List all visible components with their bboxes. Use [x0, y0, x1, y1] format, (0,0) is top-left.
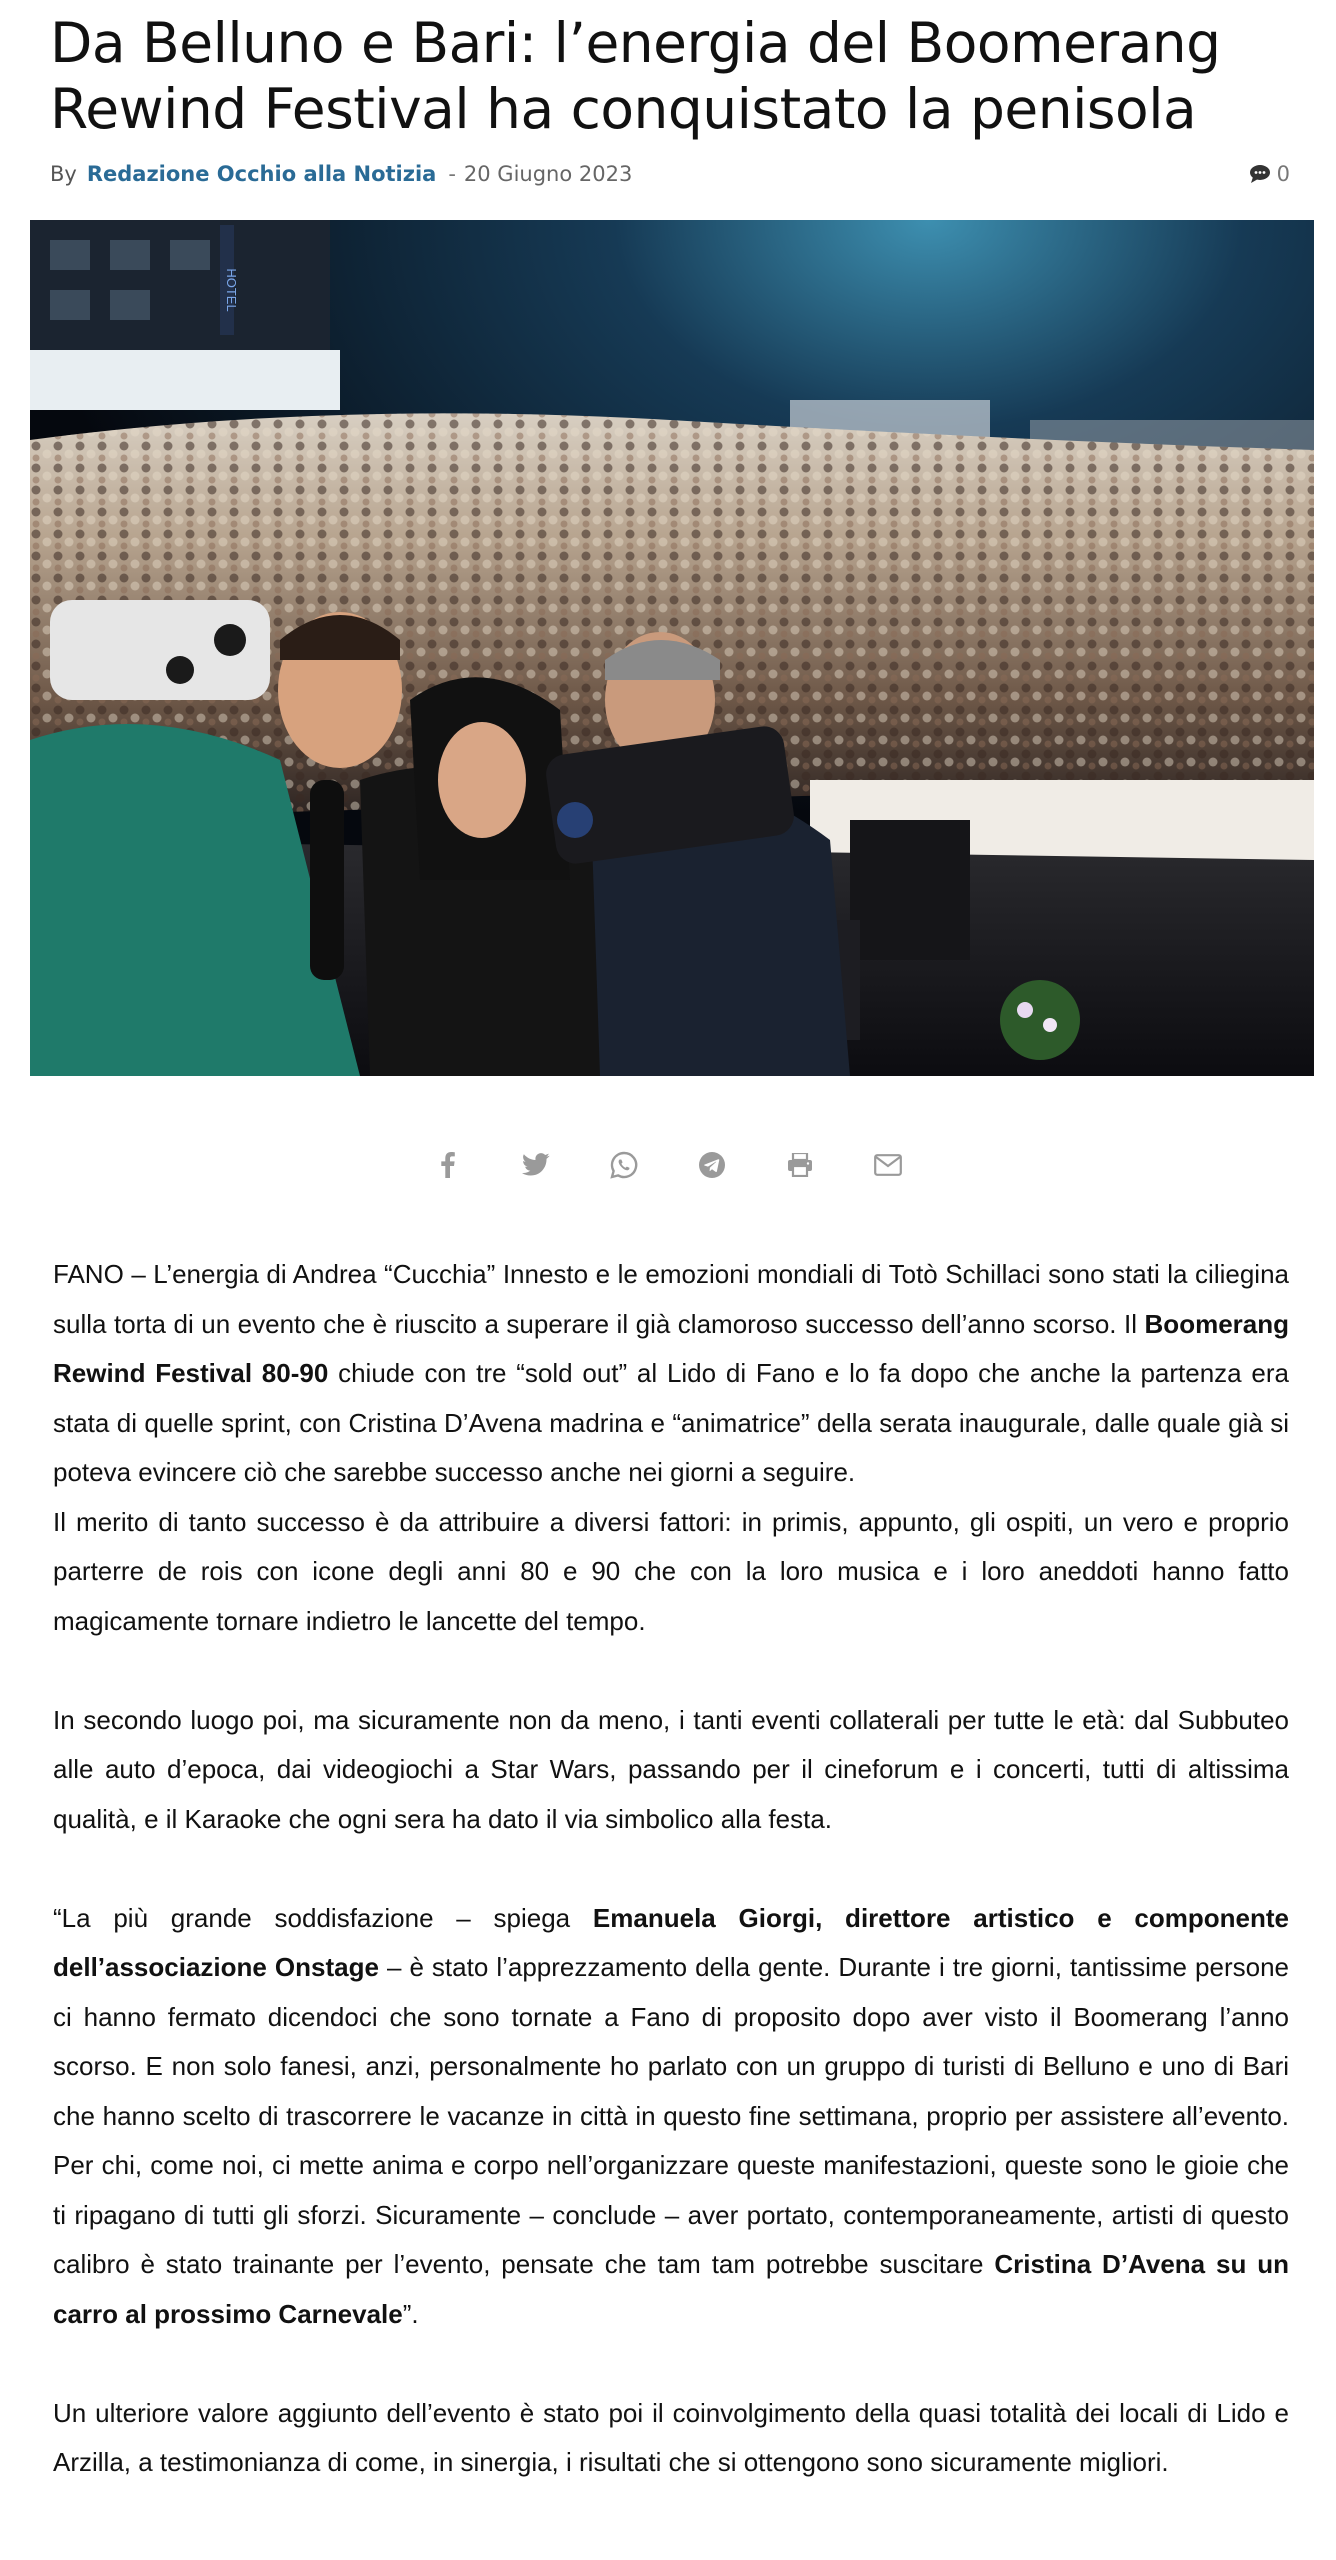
- comment-bubble-icon: [1249, 164, 1271, 184]
- share-bar: [0, 1140, 1336, 1190]
- facebook-icon: [441, 1152, 455, 1178]
- festival-name-bold: Boomerang Rewind Festival 80-90: [53, 1308, 1289, 1388]
- print-icon: [787, 1153, 813, 1177]
- paragraph-1: [53, 1250, 1289, 1498]
- paragraph-spacer: [53, 2339, 1289, 2389]
- whatsapp-icon: [610, 1151, 638, 1179]
- email-icon: [874, 1154, 902, 1176]
- paragraph-5: Un ulteriore valore aggiunto dell’evento è stato poi il coinvolgimento della quasi totalità dei locali di Lido e Arzilla, a testimonianza di come, in sinergia, i risultati che si ottengono sono sicuramente migliori.: [53, 2397, 1289, 2477]
- paragraph-3: In secondo luogo poi, ma sicuramente non da meno, i tanti eventi collaterali per tutte le età: dal Subbuteo alle auto d’epoca, dai videogiochi a Star Wars, passando per il cineforum e i concerti, tutti di altissima qualità, e il Karaoke che ogni sera ha dato il via simbolico alla festa.: [53, 1704, 1289, 1834]
- publish-date: 20 Giugno 2023: [463, 162, 633, 186]
- text-run: “La più grande soddisfazione – spiega: [53, 1902, 593, 1933]
- telegram-icon: [698, 1151, 726, 1179]
- paragraph-4: [53, 1894, 1289, 2340]
- share-twitter[interactable]: [515, 1144, 557, 1186]
- text-run: chiude con tre “sold out” al Lido di Fano e lo fa dopo che anche la partenza era stata di quelle sprint, con Cristina D’Avena madrina e “animatrice” della serata inaugurale, dalle quale già si poteva evincere ciò che sarebbe successo anche nei giorni a seguire.: [53, 1358, 1289, 1487]
- author-link[interactable]: Redazione Occhio alla Notizia: [86, 162, 437, 186]
- share-email[interactable]: [867, 1144, 909, 1186]
- share-whatsapp[interactable]: [603, 1144, 645, 1186]
- article-title: Da Belluno e Bari: l’energia del Boomerang Rewind Festival ha conquistato la penisola: [50, 11, 1221, 141]
- share-telegram[interactable]: [691, 1144, 733, 1186]
- paragraph-spacer: [53, 1646, 1289, 1696]
- share-facebook[interactable]: [427, 1144, 469, 1186]
- comments-link[interactable]: [1249, 162, 1290, 186]
- text-run: ”.: [402, 2298, 419, 2329]
- hotel-sign: HOTEL: [224, 268, 239, 312]
- paragraph-spacer: [53, 1844, 1289, 1894]
- by-label: By: [50, 162, 77, 186]
- print-button[interactable]: [779, 1144, 821, 1186]
- carnival-bold: Cristina D’Avena su un carro al prossimo Carnevale: [53, 2249, 1289, 2329]
- article-body: [53, 1250, 1289, 2488]
- article-meta: [50, 158, 1290, 190]
- hero-image: [30, 220, 1314, 1076]
- meta-separator: -: [448, 162, 456, 186]
- comment-count: 0: [1276, 162, 1290, 186]
- photo-icon: [30, 220, 1314, 1076]
- text-run: FANO – L’energia di Andrea “Cucchia” Innesto e le emozioni mondiali di Totò Schillaci sono stati la ciliegina sulla torta di un evento che è riuscito a superare il già clamoroso successo dell’anno scorso. Il: [53, 1259, 1289, 1339]
- text-run: – è stato l’apprezzamento della gente. Durante i tre giorni, tantissime persone ci hanno fermato dicendoci che sono tornate a Fano di proposito dopo aver visto il Boomerang l’anno scorso. E non solo fanesi, anzi, personalmente ho parlato con un gruppo di turisti di Belluno e uno di Bari che hanno scelto di trascorrere le vacanze in città in questo fine settimana, proprio per assistere all’evento. Per chi, come noi, ci mette anima e corpo nell’organizzare queste manifestazioni, queste sono le gioie che ti ripagano di tutti gli sforzi. Sicuramente – conclude – aver portato, contemporaneamente, artisti di questo calibro è stato trainante per l’evento, pensate che tam tam potrebbe suscitare: [53, 1952, 1289, 2279]
- speaker-name-bold: Emanuela Giorgi, direttore artistico e componente dell’associazione Onstage: [53, 1902, 1289, 1982]
- twitter-icon: [522, 1153, 550, 1177]
- paragraph-2: Il merito di tanto successo è da attribuire a diversi fattori: in primis, appunto, gli ospiti, un vero e proprio parterre de rois con icone degli anni 80 e 90 che con la loro musica e i loro aneddoti hanno fatto magicamente tornare indietro le lancette del tempo.: [53, 1506, 1289, 1636]
